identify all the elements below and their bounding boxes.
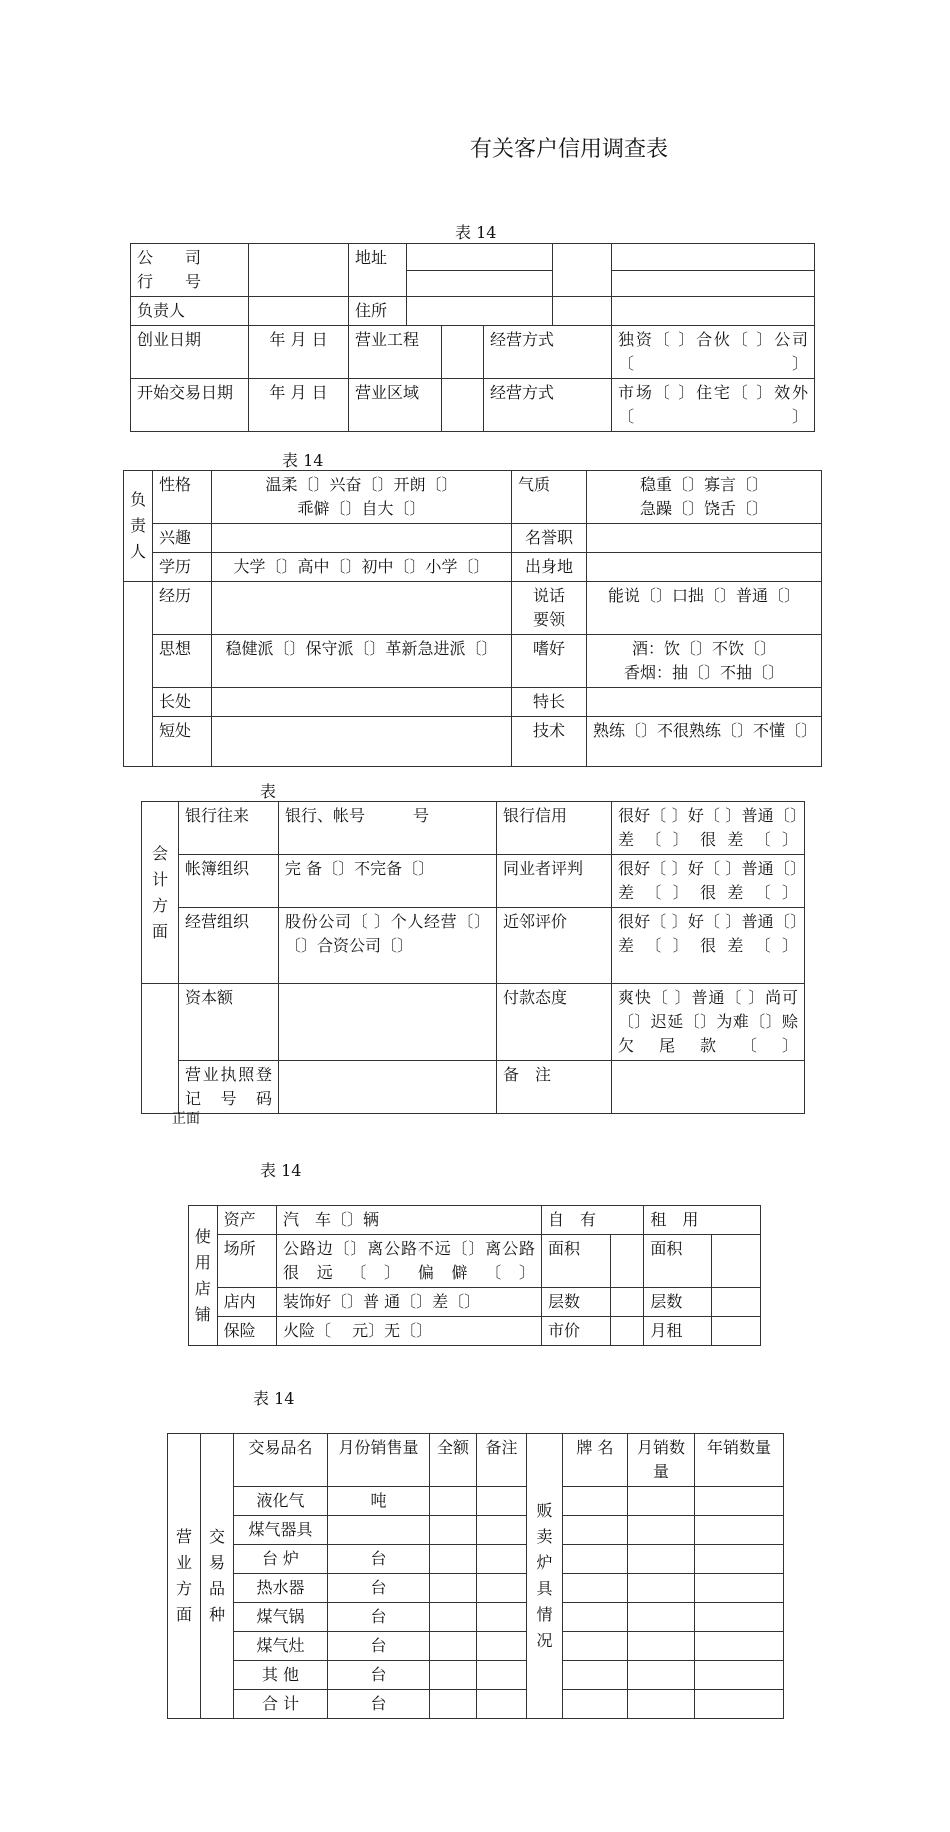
company-info-table <box>130 243 815 432</box>
brand-cell[interactable] <box>563 1661 628 1690</box>
item-unit: 台 <box>328 1574 430 1603</box>
education-options[interactable]: 大学〔〕高中〔〕初中〔〕小学〔〕 <box>212 553 512 582</box>
insurance-options[interactable]: 火险〔 元〕无〔〕 <box>276 1317 541 1346</box>
item-name: 其 他 <box>234 1661 328 1690</box>
brand-cell[interactable] <box>563 1516 628 1545</box>
neighbor-eval-label: 近邻评价 <box>497 908 612 984</box>
item-amount[interactable] <box>430 1545 477 1574</box>
yearly-qty-cell[interactable] <box>695 1487 784 1516</box>
business-mode-2-label: 经营方式 <box>484 379 612 432</box>
item-name: 煤气灶 <box>234 1632 328 1661</box>
own-area-label: 面积 <box>541 1235 610 1288</box>
business-area-value[interactable] <box>442 379 484 432</box>
business-mode-options[interactable]: 独资〔 〕合伙〔 〕公司〔〕 <box>612 326 815 379</box>
own-label: 自 有 <box>541 1206 643 1235</box>
address-value-1[interactable] <box>407 244 553 271</box>
strength-label: 长处 <box>153 688 212 717</box>
business-project-label: 营业工程 <box>349 326 442 379</box>
table-row <box>168 1690 784 1719</box>
monthly-qty-cell[interactable] <box>628 1690 695 1719</box>
item-remark[interactable] <box>477 1574 527 1603</box>
item-name: 煤气器具 <box>234 1516 328 1545</box>
temperament-label: 气质 <box>512 471 587 524</box>
bank-label: 银行往来 <box>179 802 279 855</box>
experience-label: 经历 <box>153 582 212 635</box>
header-brand: 牌 名 <box>563 1434 628 1487</box>
character-label: 性格 <box>153 471 212 524</box>
license-value[interactable] <box>279 1061 497 1114</box>
table-row <box>168 1487 784 1516</box>
rent-area-label: 面积 <box>644 1235 712 1288</box>
manager-side-blank <box>124 582 153 767</box>
accounting-side-blank <box>142 984 179 1114</box>
monthly-qty-cell[interactable] <box>628 1661 695 1690</box>
own-floors-value[interactable] <box>610 1288 644 1317</box>
header-remark: 备注 <box>477 1434 527 1487</box>
speech-options[interactable]: 能说〔〕口拙〔〕普通〔〕 <box>587 582 822 635</box>
birthplace-value[interactable] <box>587 553 822 582</box>
birthplace-label: 出身地 <box>512 553 587 582</box>
weakness-value[interactable] <box>212 717 512 767</box>
market-price-value[interactable] <box>610 1317 644 1346</box>
bank-credit-label: 银行信用 <box>497 802 612 855</box>
remark-value[interactable] <box>612 1061 805 1114</box>
store-table <box>188 1205 761 1346</box>
item-unit: 台 <box>328 1603 430 1632</box>
monthly-rent-value[interactable] <box>711 1317 760 1346</box>
rent-floors-label: 层数 <box>644 1288 712 1317</box>
stove-sales-side-label: 贩 卖 炉 具 情 况 <box>527 1434 563 1719</box>
payment-options[interactable]: 爽快〔 〕普通〔 〕尚可〔〕迟延〔〕为难〔〕赊欠尾款〔〕 <box>612 984 805 1061</box>
thought-label: 思想 <box>153 635 212 688</box>
interest-value[interactable] <box>212 524 512 553</box>
rent-area-value[interactable] <box>711 1235 760 1288</box>
weakness-label: 短处 <box>153 717 212 767</box>
speech-label: 说话 要领 <box>512 582 587 635</box>
manager-side-label: 负 责 人 <box>124 471 153 582</box>
rent-label: 租 用 <box>644 1206 761 1235</box>
residence-extra[interactable] <box>612 297 815 326</box>
peer-eval-options[interactable]: 很好〔 〕好〔 〕普通〔〕差〔〕很差〔〕 <box>612 855 805 908</box>
character-options[interactable]: 温柔〔〕兴奋〔〕开朗〔〕 乖僻〔〕自大〔〕 <box>212 471 512 524</box>
hobby-label: 嗜好 <box>512 635 587 688</box>
accounting-side-label: 会 计 方 面 <box>142 802 179 984</box>
address-gap <box>553 244 612 297</box>
company-value[interactable] <box>249 244 349 297</box>
sales-table <box>167 1433 784 1719</box>
interior-options[interactable]: 装饰好〔〕普 通〔〕差〔〕 <box>276 1288 541 1317</box>
business-area-label: 营业区域 <box>349 379 442 432</box>
org-options[interactable]: 股份公司〔 〕个人经营〔〕 〔〕合资公司〔〕 <box>279 908 497 984</box>
brand-cell[interactable] <box>563 1690 628 1719</box>
rent-floors-value[interactable] <box>711 1288 760 1317</box>
residence-value[interactable] <box>407 297 553 326</box>
car-option[interactable]: 汽 车〔〕辆 <box>276 1206 541 1235</box>
market-price-label: 市价 <box>541 1317 610 1346</box>
area-options[interactable]: 市场〔 〕住宅〔 〕效外〔〕 <box>612 379 815 432</box>
place-options[interactable]: 公路边〔〕离公路不远〔〕离公路很远〔〕偏僻〔〕 <box>276 1235 541 1288</box>
item-amount[interactable] <box>430 1661 477 1690</box>
item-amount[interactable] <box>430 1574 477 1603</box>
specialty-value[interactable] <box>587 688 822 717</box>
residence-gap <box>553 297 612 326</box>
start-trade-date-label: 开始交易日期 <box>131 379 249 432</box>
item-name: 台 炉 <box>234 1545 328 1574</box>
brand-cell[interactable] <box>563 1545 628 1574</box>
item-remark[interactable] <box>477 1487 527 1516</box>
business-side-label: 营 业 方 面 <box>168 1434 201 1719</box>
brand-cell[interactable] <box>563 1574 628 1603</box>
item-amount[interactable] <box>430 1690 477 1719</box>
item-unit: 台 <box>328 1690 430 1719</box>
yearly-qty-cell[interactable] <box>695 1574 784 1603</box>
item-remark[interactable] <box>477 1632 527 1661</box>
books-label: 帐簿组织 <box>179 855 279 908</box>
org-label: 经营组织 <box>179 908 279 984</box>
store-side-label: 使 用 店 铺 <box>189 1206 218 1346</box>
item-remark[interactable] <box>477 1603 527 1632</box>
table3-caption: 表 <box>260 782 277 801</box>
item-amount[interactable] <box>430 1603 477 1632</box>
founding-date-value[interactable]: 年 月 日 <box>249 326 349 379</box>
table2-caption: 表 14 <box>282 451 324 470</box>
item-remark[interactable] <box>477 1516 527 1545</box>
hobby-options[interactable]: 酒：饮〔〕不饮〔〕 香烟：抽〔〕不抽〔〕 <box>587 635 822 688</box>
header-item-name: 交易品名 <box>234 1434 328 1487</box>
remark-label: 备 注 <box>497 1061 612 1114</box>
neighbor-eval-options[interactable]: 很好〔 〕好〔 〕普通〔〕差〔〕很差〔〕 <box>612 908 805 984</box>
address-label: 地址 <box>349 244 407 297</box>
table1-caption: 表 14 <box>455 223 497 242</box>
assets-label: 资产 <box>217 1206 276 1235</box>
skill-label: 技术 <box>512 717 587 767</box>
place-label: 场所 <box>217 1235 276 1288</box>
item-amount[interactable] <box>430 1516 477 1545</box>
manager-profile-table <box>123 470 822 767</box>
license-label: 营业执照登记号码 <box>179 1061 279 1114</box>
item-unit: 台 <box>328 1632 430 1661</box>
founding-date-label: 创业日期 <box>131 326 249 379</box>
monthly-qty-cell[interactable] <box>628 1545 695 1574</box>
experience-value[interactable] <box>212 582 512 635</box>
table-row <box>168 1661 784 1690</box>
monthly-qty-cell[interactable] <box>628 1632 695 1661</box>
business-mode-label: 经营方式 <box>484 326 612 379</box>
item-name: 热水器 <box>234 1574 328 1603</box>
table-row <box>168 1574 784 1603</box>
start-trade-date-value[interactable]: 年 月 日 <box>249 379 349 432</box>
item-name: 合 计 <box>234 1690 328 1719</box>
item-amount[interactable] <box>430 1632 477 1661</box>
item-name: 煤气锅 <box>234 1603 328 1632</box>
peer-eval-label: 同业者评判 <box>497 855 612 908</box>
yearly-qty-cell[interactable] <box>695 1661 784 1690</box>
thought-options[interactable]: 稳健派〔〕保守派〔〕革新急进派〔〕 <box>212 635 512 688</box>
interest-label: 兴趣 <box>153 524 212 553</box>
reputation-label: 名誉职 <box>512 524 587 553</box>
business-project-value[interactable] <box>442 326 484 379</box>
accounting-table <box>141 801 805 1114</box>
address-extra-1[interactable] <box>612 244 815 271</box>
payment-label: 付款态度 <box>497 984 612 1061</box>
item-name: 液化气 <box>234 1487 328 1516</box>
interior-label: 店内 <box>217 1288 276 1317</box>
yearly-qty-cell[interactable] <box>695 1603 784 1632</box>
firm-label: 行 号 <box>137 272 202 291</box>
brand-cell[interactable] <box>563 1487 628 1516</box>
item-unit: 台 <box>328 1545 430 1574</box>
company-label: 公 司 <box>137 248 202 267</box>
monthly-rent-label: 月租 <box>644 1317 712 1346</box>
item-unit: 台 <box>328 1661 430 1690</box>
item-remark[interactable] <box>477 1661 527 1690</box>
address-extra-2[interactable] <box>612 270 815 297</box>
table-row <box>168 1545 784 1574</box>
bank-credit-options[interactable]: 很好〔 〕好〔 〕普通〔〕差〔〕很差〔〕 <box>612 802 805 855</box>
yearly-qty-cell[interactable] <box>695 1516 784 1545</box>
brand-cell[interactable] <box>563 1603 628 1632</box>
trade-type-side-label: 交 易 品 种 <box>201 1434 234 1719</box>
monthly-qty-cell[interactable] <box>628 1603 695 1632</box>
header-monthly-qty: 月销数量 <box>628 1434 695 1487</box>
header-yearly-qty: 年销数量 <box>695 1434 784 1487</box>
yearly-qty-cell[interactable] <box>695 1545 784 1574</box>
skill-options[interactable]: 熟练〔〕不很熟练〔〕不懂〔〕 <box>587 717 822 767</box>
table-row <box>168 1632 784 1661</box>
monthly-qty-cell[interactable] <box>628 1487 695 1516</box>
capital-label: 资本额 <box>179 984 279 1061</box>
page-title: 有关客户信用调查表 <box>470 137 669 162</box>
table5-caption: 表 14 <box>253 1389 295 1408</box>
table-row <box>168 1603 784 1632</box>
manager-value[interactable] <box>249 297 349 326</box>
item-unit <box>328 1516 430 1545</box>
header-monthly-sales: 月份销售量 <box>328 1434 430 1487</box>
monthly-qty-cell[interactable] <box>628 1516 695 1545</box>
brand-cell[interactable] <box>563 1632 628 1661</box>
reputation-value[interactable] <box>587 524 822 553</box>
yearly-qty-cell[interactable] <box>695 1690 784 1719</box>
item-amount[interactable] <box>430 1487 477 1516</box>
manager-label: 负责人 <box>131 297 249 326</box>
insurance-label: 保险 <box>217 1317 276 1346</box>
books-options[interactable]: 完 备〔〕不完备〔〕 <box>279 855 497 908</box>
strength-value[interactable] <box>212 688 512 717</box>
item-remark[interactable] <box>477 1690 527 1719</box>
own-area-value[interactable] <box>610 1235 644 1288</box>
bank-account[interactable]: 银行、帐号 号 <box>279 802 497 855</box>
specialty-label: 特长 <box>512 688 587 717</box>
front-side-note: 正面 <box>172 1111 200 1127</box>
table-row <box>168 1516 784 1545</box>
own-floors-label: 层数 <box>541 1288 610 1317</box>
monthly-qty-cell[interactable] <box>628 1574 695 1603</box>
capital-value[interactable] <box>279 984 497 1061</box>
temperament-options[interactable]: 稳重〔〕寡言〔〕 急躁〔〕饶舌〔〕 <box>587 471 822 524</box>
header-amount: 全额 <box>430 1434 477 1487</box>
item-unit: 吨 <box>328 1487 430 1516</box>
yearly-qty-cell[interactable] <box>695 1632 784 1661</box>
table4-caption: 表 14 <box>260 1161 302 1180</box>
item-remark[interactable] <box>477 1545 527 1574</box>
residence-label: 住所 <box>349 297 407 326</box>
education-label: 学历 <box>153 553 212 582</box>
address-value-2[interactable] <box>407 270 553 297</box>
